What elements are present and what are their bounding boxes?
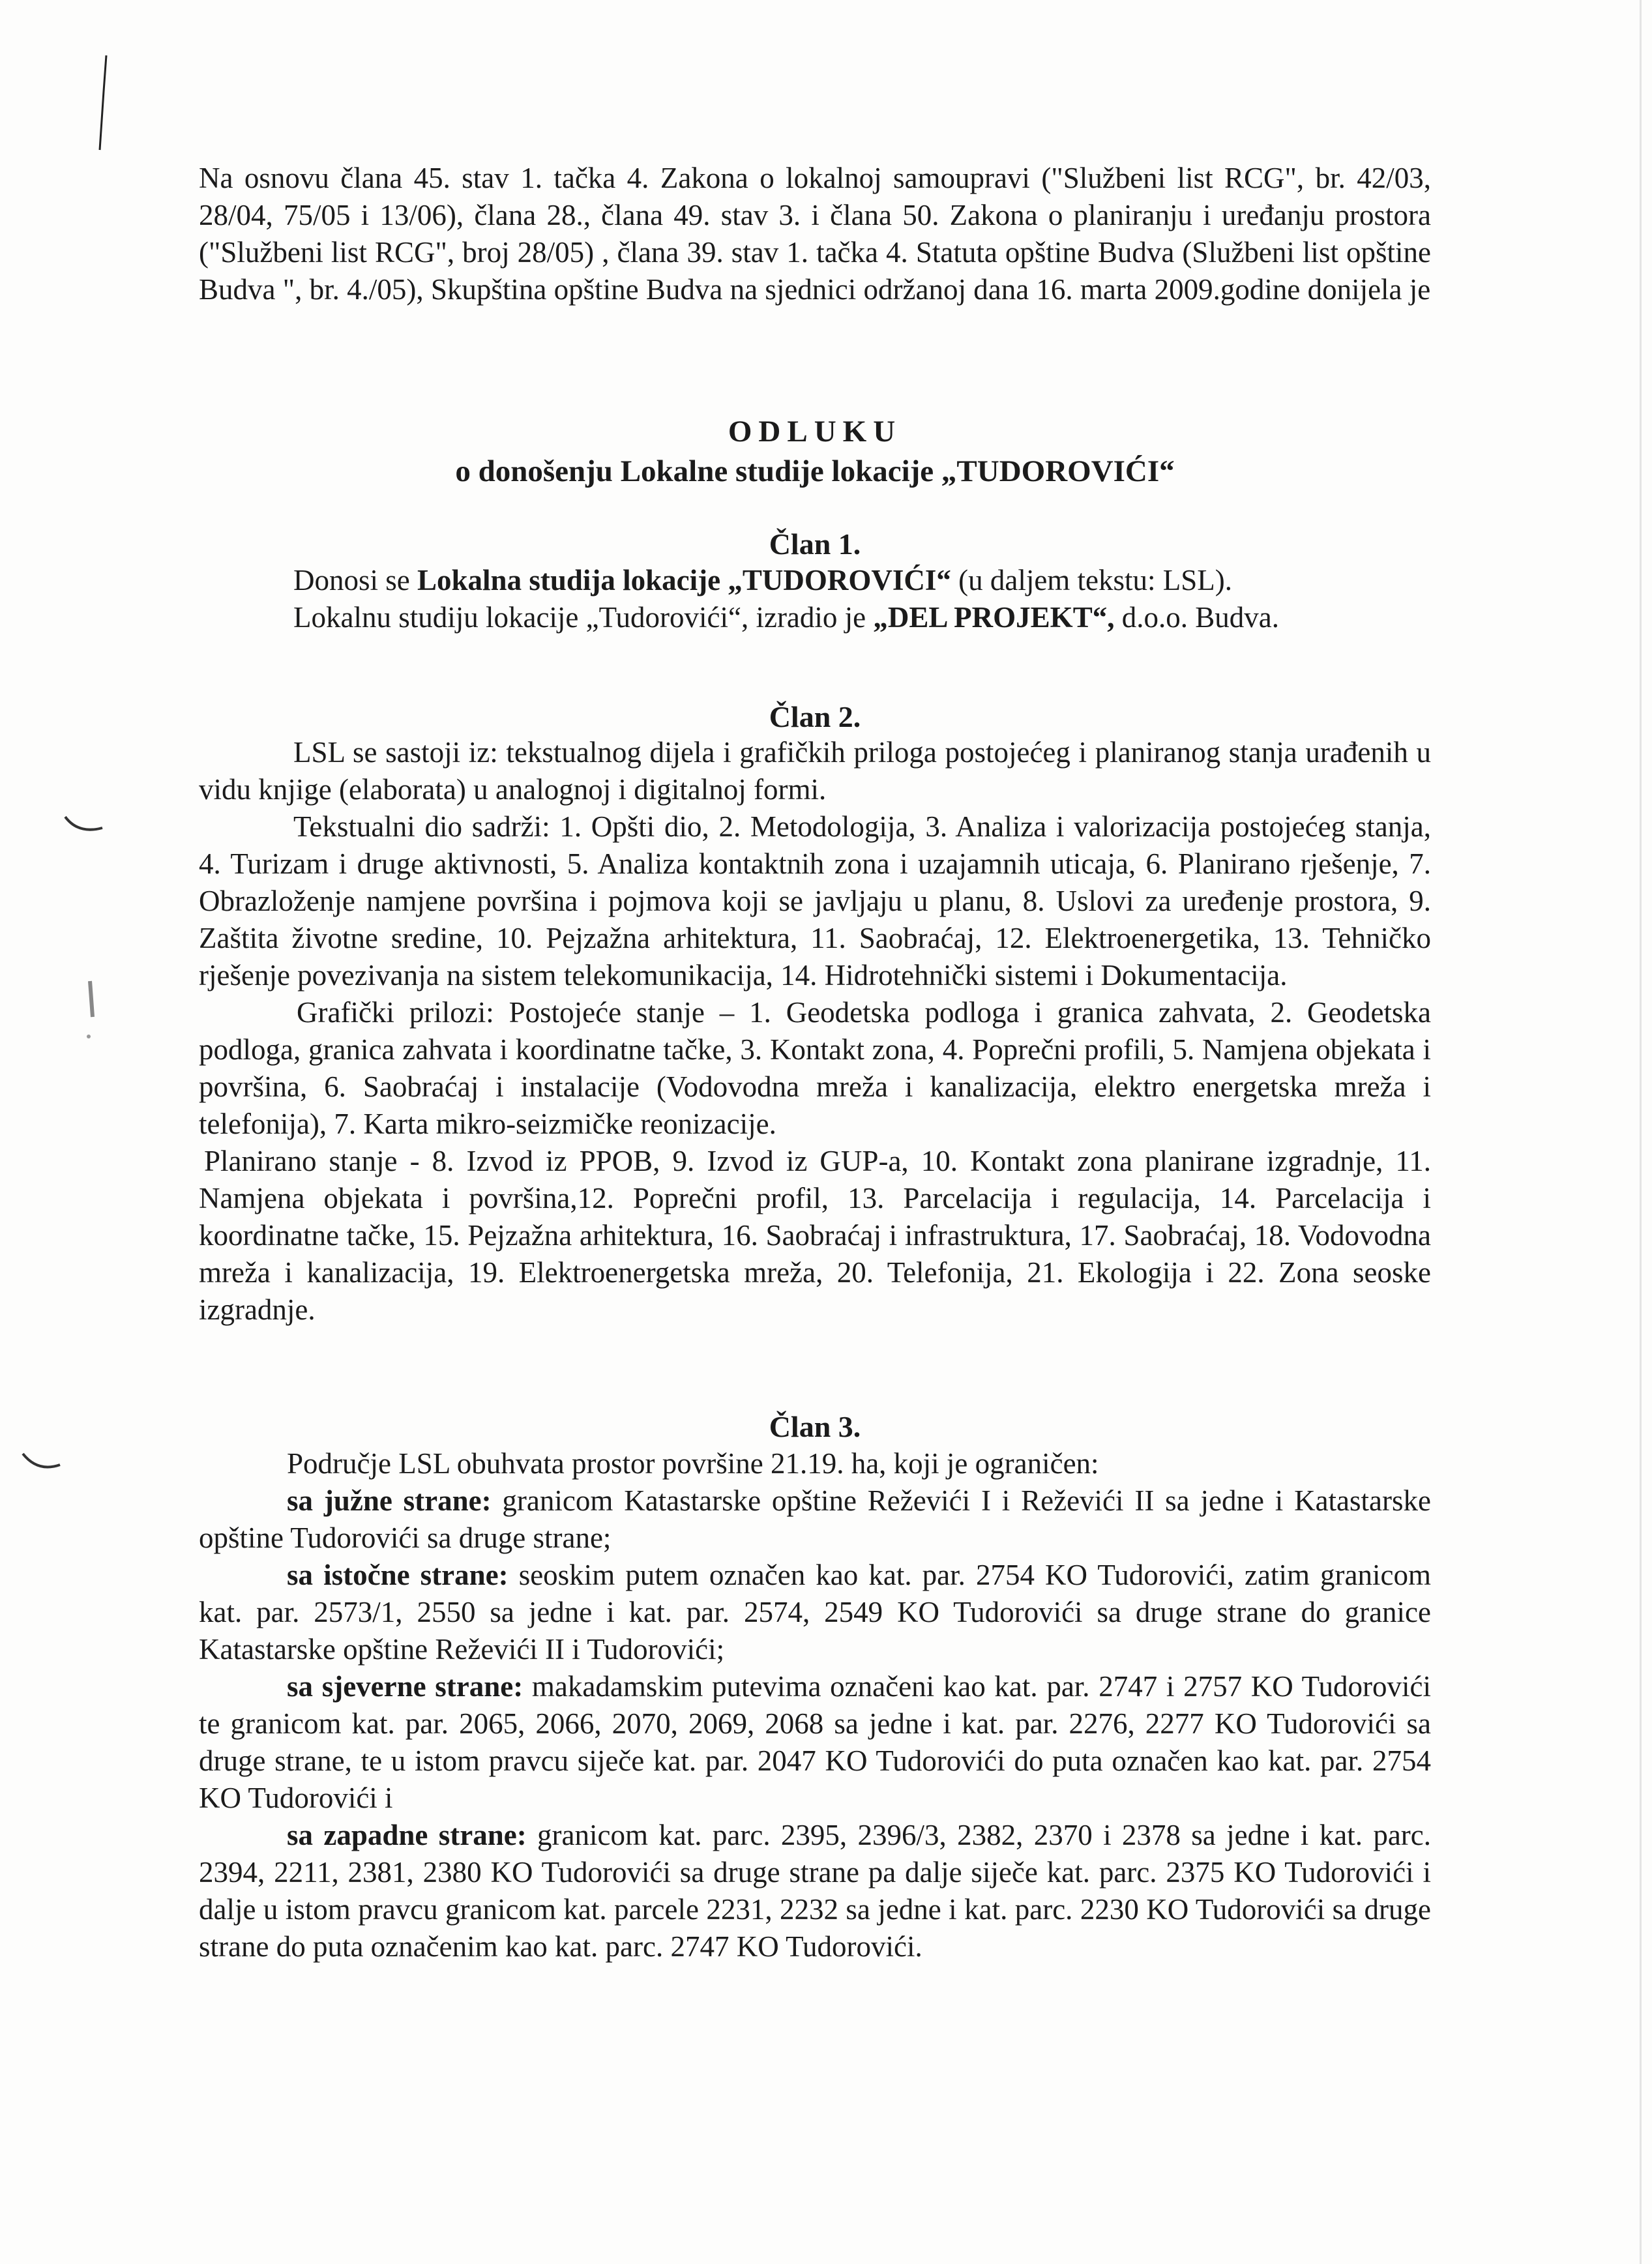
- article-3-west: [199, 1817, 1431, 1965]
- article-2-para-1: LSL se sastoji iz: tekstualnog dijela i grafičkih priloga postojećeg i planiranog stanja urađenih u vidu knjige (elaborata) u analognoj i digitalnoj formi.: [199, 736, 1431, 806]
- article-2-para-2: Tekstualni dio sadrži: 1. Opšti dio, 2. Metodologija, 3. Analiza i valorizacija postojećeg stanja, 4. Turizam i druge aktivnosti, 5. Analiza kontaktnih zona i uzajamnih uticaja, 6. Planirano rješenje, 7. Obrazloženje namjene površina i pojmova koji se javljaju u planu, 8. Uslovi za uređenje prostora, 9. Zaštita životne sredine, 10. Pejzažna arhitektura, 11. Saobraćaj, 12. Elektroenergetika, 13. Tehničko rješenje povezivanja na sistem telekomunikacija, 14. Hidrotehnički sistemi i Dokumentacija.: [199, 810, 1431, 992]
- east-label: sa istočne strane:: [287, 1559, 509, 1591]
- intro-paragraph: Na osnovu člana 45. stav 1. tačka 4. Zakona o lokalnoj samoupravi ("Službeni list RCG", br. 42/03, 28/04, 75/05 i 13/06), člana 28., člana 49. stav 3. i člana 50. Zakona o planiranju i uređanju prostora ("Službeni list RCG", broj 28/05) , člana 39. stav 1. tačka 4. Statuta opštine Budva (Službeni list opštine Budva ", br. 4./05), Skupština opštine Budva na sjednici održanoj dana 16. marta 2009.godine donijela je: [199, 162, 1431, 306]
- binder-hole-mark-2: [78, 978, 104, 1050]
- article-1-study-name: Lokalna studija lokacije „TUDOROVIĆI“: [417, 564, 951, 596]
- article-1-line-2-c: d.o.o. Budva.: [1114, 601, 1279, 634]
- article-2-heading: Član 2.: [769, 700, 861, 733]
- article-1-line-1: [293, 562, 1232, 599]
- decision-subtitle: o donošenju Lokalne studije lokacije „TUDOROVIĆI“: [455, 454, 1175, 488]
- south-label: sa južne strane:: [287, 1484, 492, 1517]
- article-3-heading: Član 3.: [769, 1410, 861, 1443]
- article-3-body: [199, 1445, 1431, 1965]
- article-1-line-2: [293, 599, 1279, 636]
- decision-title: ODLUKU: [728, 415, 902, 448]
- pen-stroke-mark: [95, 52, 114, 156]
- west-text: granicom kat. parc. 2395, 2396/3, 2382, 2370 i 2378 sa jedne i kat. parc. 2394, 2211, 2381, 2380 KO Tudorovići sa druge strane pa dalje siječe kat. parc. 2375 KO Tudorovići i dalje u istom pravcu granicom kat. parcele 2231, 2232 sa jedne i kat. parc. 2230 KO Tudorovići sa druge strane do puta označenim kao kat. parc. 2747 KO Tudorovići.: [199, 1819, 1431, 1963]
- article-3-south: [199, 1482, 1431, 1557]
- article-1-heading: Član 1.: [769, 527, 861, 561]
- binder-hole-mark-3: [20, 1450, 65, 1477]
- east-text: seoskim putem označen kao kat. par. 2754 KO Tudorovići, zatim granicom kat. par. 2573/1, 2550 sa jedne i kat. par. 2574, 2549 KO Tudorovići sa druge strane do granice Katastarske opštine Reževići II i Tudorovići;: [199, 1559, 1431, 1666]
- binder-hole-mark-1: [62, 812, 108, 838]
- article-3-para-1: Područje LSL obuhvata prostor površine 21.19. ha, koji je ograničen:: [287, 1447, 1099, 1480]
- south-text: granicom Katastarske opštine Reževići I i Reževići II sa jedne i Katastarske opštine Tudorovići sa druge strane;: [199, 1484, 1431, 1554]
- article-1-line-1-c: (u daljem tekstu: LSL).: [951, 564, 1233, 596]
- article-3-east: [199, 1557, 1431, 1668]
- article-2-para-4: Planirano stanje - 8. Izvod iz PPOB, 9. Izvod iz GUP-a, 10. Kontakt zona planirane izgradnje, 11. Namjena objekata i površina,12. Poprečni profil, 13. Parcelacija i regulacija, 14. Parcelacija i koordinatne tačke, 15. Pejzažna arhitektura, 16. Saobraćaj i infrastruktura, 17. Saobraćaj, 18. Vodovodna mreža i kanalizacija, 19. Elektroenergetska mreža, 20. Telefonija, 21. Ekologija i 22. Zona seoske izgradnje.: [199, 1145, 1431, 1326]
- article-1-line-2-a: Lokalnu studiju lokacije „Tudorovići“, izradio je: [293, 601, 874, 634]
- scan-edge-line: [1640, 0, 1642, 2264]
- article-3-north: [199, 1668, 1431, 1817]
- article-2-para-3: Grafički prilozi: Postojeće stanje – 1. Geodetska podloga i granica zahvata, 2. Geodetska podloga, granica zahvata i koordinatne tačke, 3. Kontakt zona, 4. Poprečni profili, 5. Namjena objekata i površina, 6. Saobraćaj i instalacije (Vodovodna mreža i kanalizacija, elektro energetska mreža i telefonija), 7. Karta mikro-seizmičke reonizacije.: [199, 996, 1431, 1140]
- west-label: sa zapadne strane:: [287, 1819, 527, 1851]
- north-label: sa sjeverne strane:: [287, 1670, 524, 1703]
- article-1-company-name: „DEL PROJEKT“,: [873, 601, 1115, 634]
- article-2-body: [199, 734, 1431, 1329]
- article-1-line-1-a: Donosi se: [293, 564, 417, 596]
- north-text: makadamskim putevima označeni kao kat. par. 2747 i 2757 KO Tudorovići te granicom kat. par. 2065, 2066, 2070, 2069, 2068 sa jedne i kat. par. 2276, 2277 KO Tudorovići sa druge strane, te u istom pravcu siječe kat. par. 2047 KO Tudorovići do puta označen kao kat. par. 2754 KO Tudorovići i: [199, 1670, 1431, 1814]
